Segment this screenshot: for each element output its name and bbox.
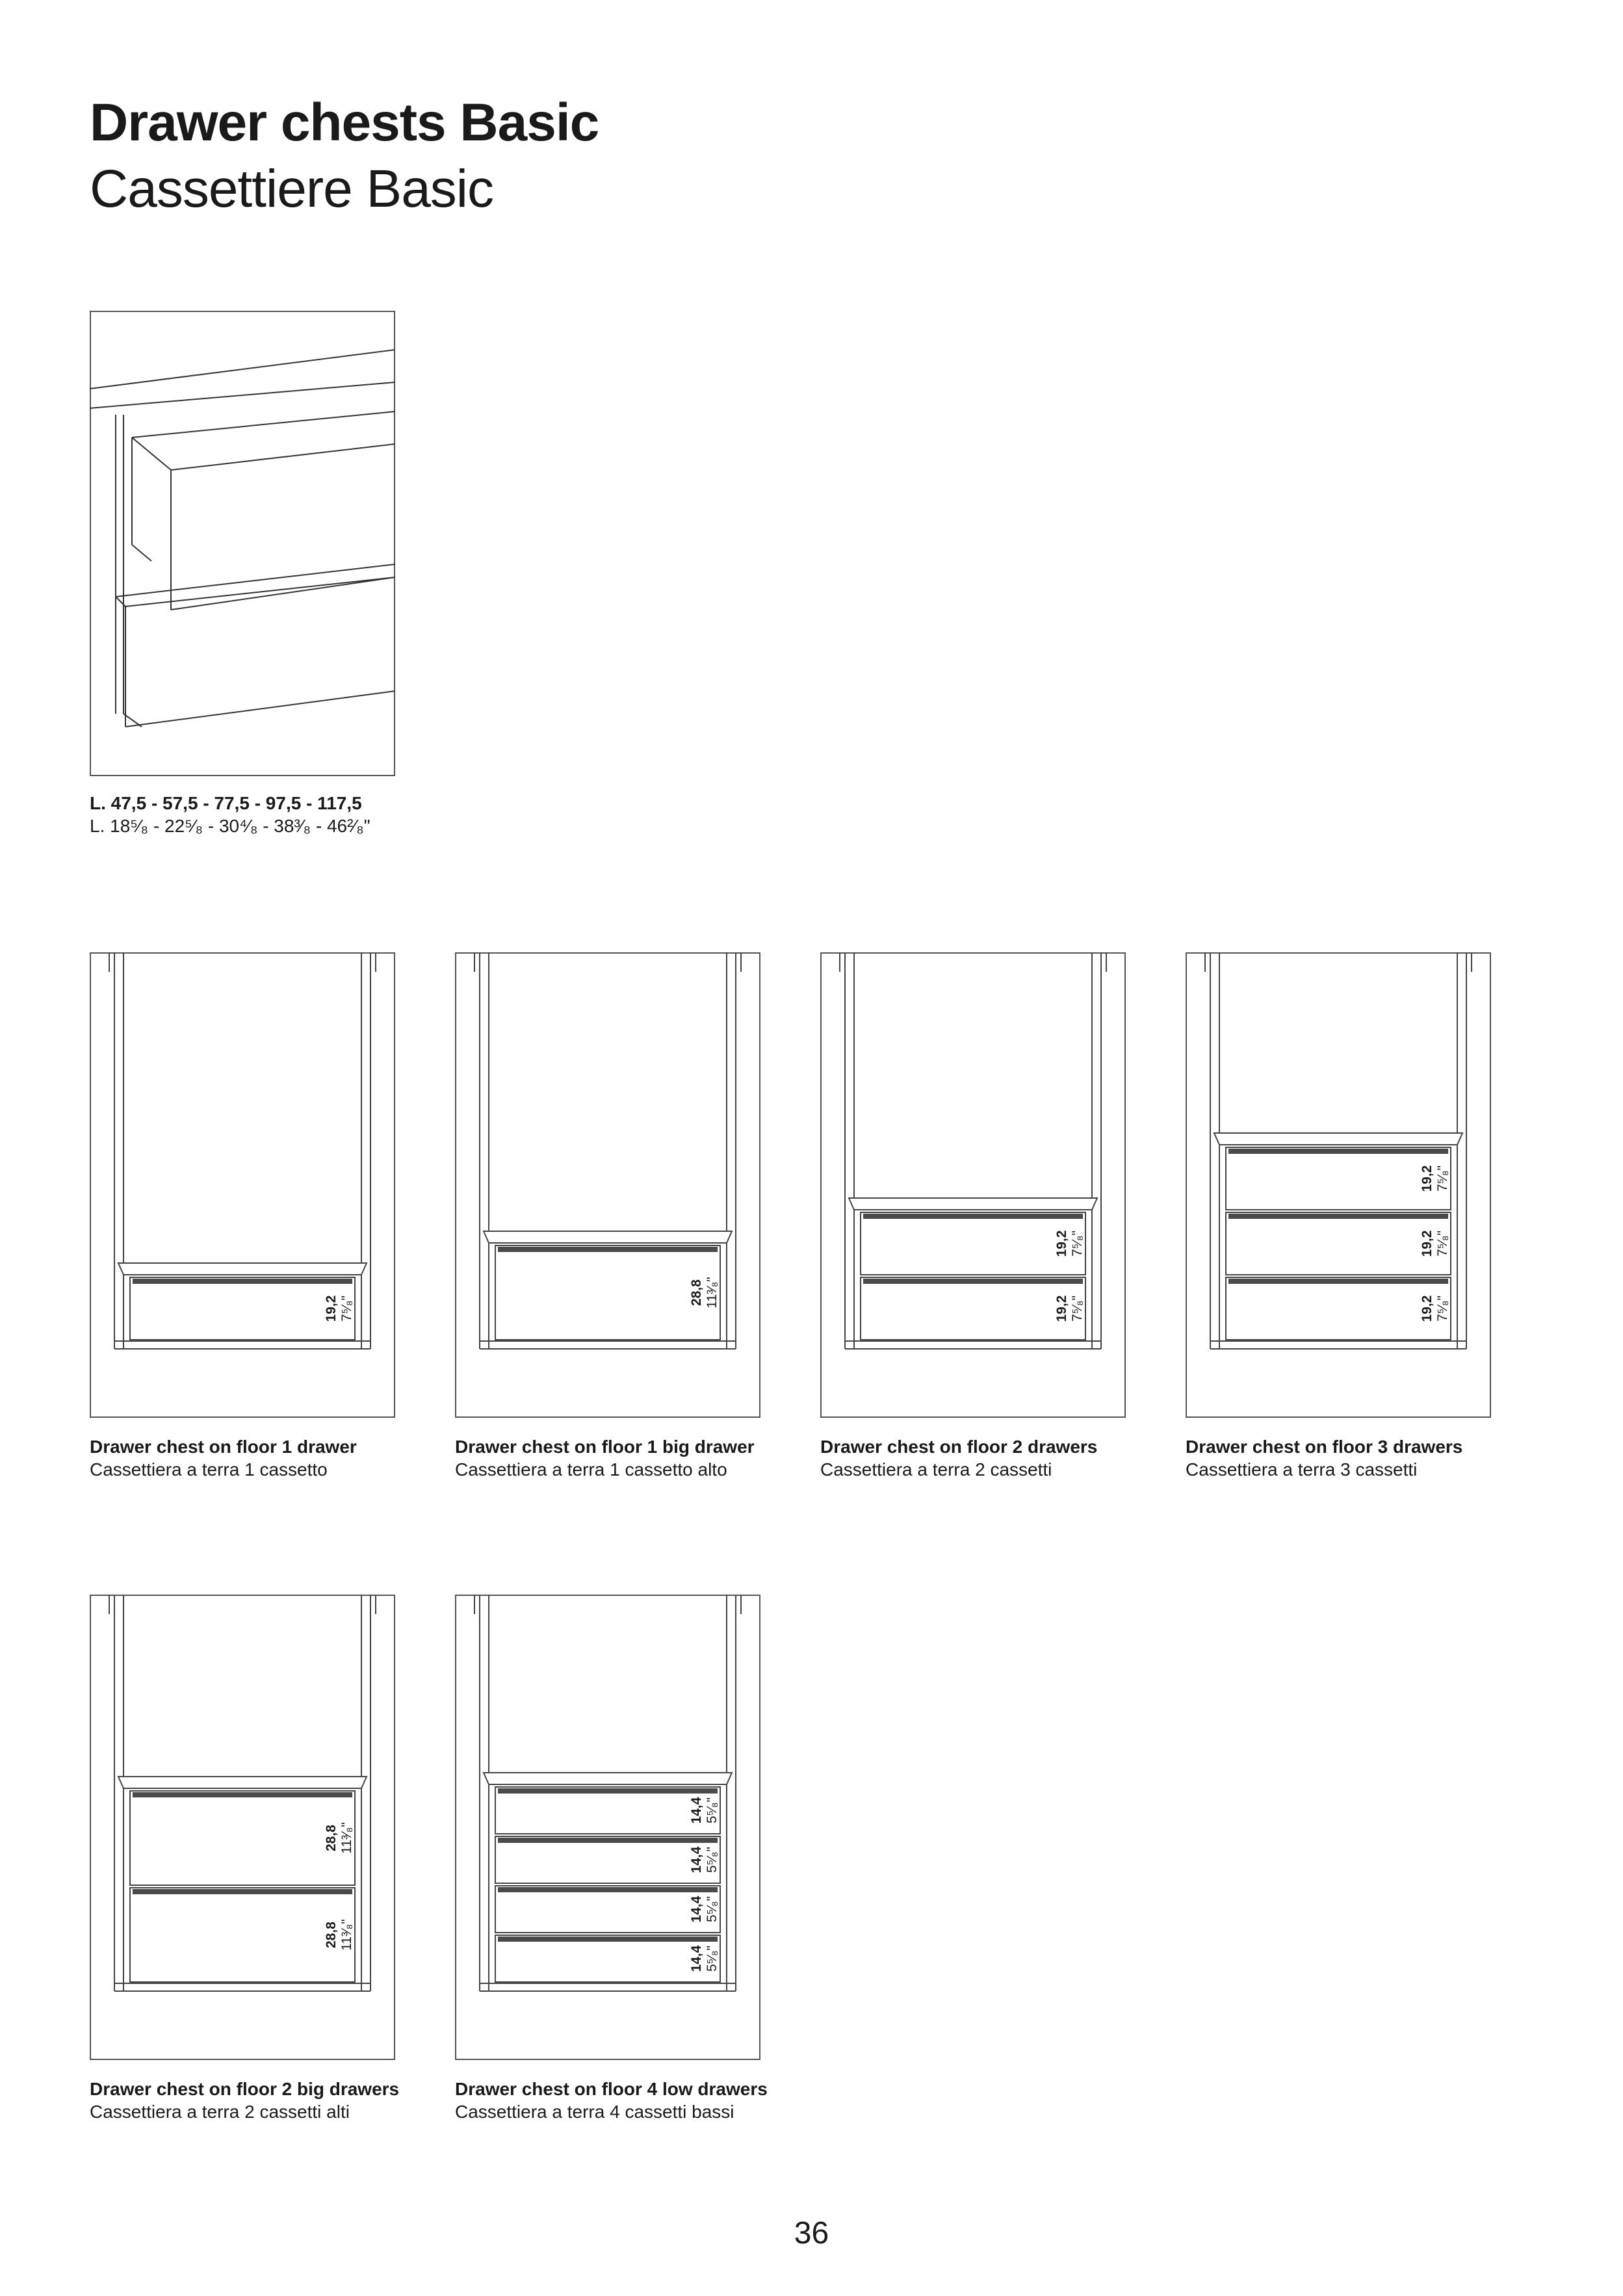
drawer-front [130,1791,355,1885]
panel-caption-1 [90,1435,454,1481]
drawer-height-in: 7⁵⁄₈" [1435,1165,1450,1192]
drawer-chest-elevation [1186,952,1491,1418]
drawer-height-cm: 19,2 [1054,1295,1069,1322]
drawer-handle [1228,1279,1448,1284]
panel-caption-3 [820,1435,1184,1481]
drawer-front [495,1836,720,1883]
drawer-chest-panel-6 [455,1595,760,2060]
caption-it: Cassettiera a terra 3 cassetti [1186,1459,1418,1480]
caption-it: Cassettiera a terra 4 cassetti bassi [455,2102,734,2122]
caption-it: Cassettiera a terra 1 cassetto alto [455,1459,727,1480]
drawer-handle [498,1887,718,1892]
panel-caption-5 [90,2078,454,2123]
drawer-handle [133,1279,352,1284]
drawer-height-cm: 14,4 [689,1797,704,1824]
drawer-front [861,1212,1085,1275]
hero-lengths-in: L. 18⁵⁄₈ - 22⁵⁄₈ - 30⁴⁄₈ - 38³⁄₈ - 46²⁄₈" [90,816,370,836]
drawer-height-cm: 28,8 [689,1279,704,1306]
drawer-handle [498,1838,718,1843]
drawer-handle [498,1788,718,1794]
drawer-front [130,1888,355,1982]
drawer-height-in: 5⁵⁄₈" [705,1945,720,1972]
page-title: Drawer chests Basic [90,93,599,152]
drawer-handle [863,1279,1083,1284]
drawer-front [130,1277,355,1340]
drawer-height-cm: 19,2 [1420,1295,1435,1322]
drawer-height-cm: 19,2 [1420,1165,1435,1192]
caption-en: Drawer chest on floor 1 big drawer [455,1437,755,1457]
drawer-height-in: 5⁵⁄₈" [705,1797,720,1824]
drawer-handle [498,1937,718,1942]
drawer-chest-panel-3 [820,952,1126,1418]
drawer-chest-panel-4 [1186,952,1491,1418]
drawer-height-in: 7⁵⁄₈" [1435,1295,1450,1322]
drawer-chest-elevation [455,952,760,1418]
caption-it: Cassettiera a terra 2 cassetti [820,1459,1052,1480]
caption-en: Drawer chest on floor 2 drawers [820,1437,1098,1457]
drawer-handle [498,1247,718,1252]
drawer-height-in: 5⁵⁄₈" [705,1896,720,1923]
drawer-height-in: 7⁵⁄₈" [1070,1295,1085,1322]
hero-illustration [90,311,395,776]
caption-en: Drawer chest on floor 3 drawers [1186,1437,1463,1457]
drawer-front [495,1787,720,1834]
drawer-height-in: 7⁵⁄₈" [1070,1230,1085,1257]
page-number: 36 [794,2216,829,2250]
drawer-height-cm: 14,4 [689,1846,704,1873]
caption-it: Cassettiera a terra 1 cassetto [90,1459,328,1480]
drawer-handle [133,1889,352,1894]
drawer-height-cm: 14,4 [689,1945,704,1972]
hero-lengths-cm: L. 47,5 - 57,5 - 77,5 - 97,5 - 117,5 [90,793,362,813]
drawer-chest-panel-1 [90,952,395,1418]
caption-en: Drawer chest on floor 1 drawer [90,1437,357,1457]
drawer-height-in: 11³⁄₈" [339,1919,354,1951]
drawer-chest-elevation [90,1595,395,2060]
drawer-front [495,1246,720,1340]
drawer-front [1226,1212,1451,1275]
drawer-front [1226,1147,1451,1210]
drawer-handle [1228,1149,1448,1154]
drawer-height-cm: 19,2 [1054,1230,1069,1257]
panel-caption-6 [455,2078,819,2123]
hero-dimensions [90,792,370,837]
drawer-handle [133,1792,352,1797]
drawer-chest-elevation [455,1595,760,2060]
caption-it: Cassettiera a terra 2 cassetti alti [90,2102,350,2122]
drawer-front [1226,1277,1451,1340]
drawer-chest-panel-5 [90,1595,395,2060]
panel-caption-2 [455,1435,819,1481]
drawer-handle [863,1214,1083,1219]
drawer-chest-elevation [820,952,1126,1418]
drawer-height-cm: 28,8 [324,1825,339,1851]
drawer-handle [1228,1214,1448,1219]
panel-caption-4 [1186,1435,1550,1481]
drawer-height-in: 11³⁄₈" [705,1277,720,1309]
drawer-height-in: 7⁵⁄₈" [1435,1230,1450,1257]
drawer-height-in: 7⁵⁄₈" [339,1295,354,1322]
drawer-height-cm: 14,4 [689,1896,704,1923]
drawer-chest-elevation [90,952,395,1418]
drawer-height-in: 11³⁄₈" [339,1822,354,1854]
drawer-height-in: 5⁵⁄₈" [705,1846,720,1873]
drawer-front [495,1935,720,1982]
drawer-front [495,1886,720,1933]
drawer-front [861,1277,1085,1340]
drawer-chest-panel-2 [455,952,760,1418]
caption-en: Drawer chest on floor 2 big drawers [90,2079,400,2099]
drawer-height-cm: 19,2 [324,1295,339,1322]
drawer-height-cm: 28,8 [324,1922,339,1948]
page-subtitle: Cassettiere Basic [90,159,494,218]
caption-en: Drawer chest on floor 4 low drawers [455,2079,768,2099]
drawer-height-cm: 19,2 [1420,1230,1435,1257]
